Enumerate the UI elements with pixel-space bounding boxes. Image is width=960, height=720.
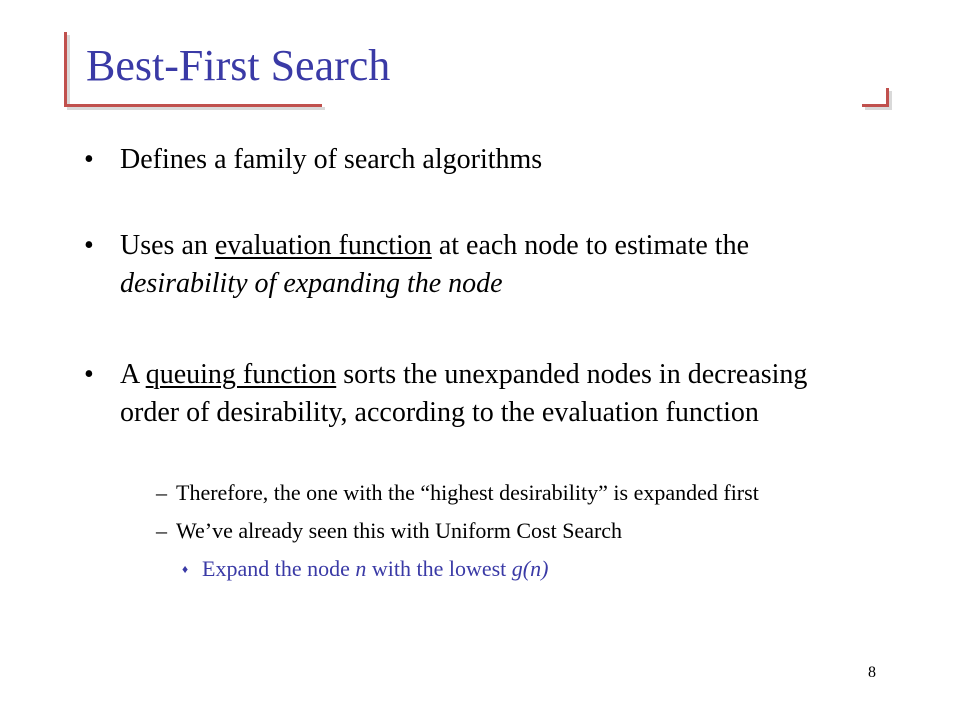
bullet-2-part-1: Uses an xyxy=(120,230,215,261)
subsub-part-n: n xyxy=(355,556,367,581)
subsub-part-gn: g(n) xyxy=(511,556,549,581)
bullet-3-part-3: sorts the unexpanded nodes in decreasing order of desirability, according to the evaluation function xyxy=(120,359,808,428)
subsub-bullet xyxy=(182,554,862,584)
evaluation-function-term: evaluation function xyxy=(214,230,432,261)
bullet-3 xyxy=(84,356,864,470)
bullet-2-italic-phrase: desirability of expanding the node xyxy=(120,268,503,299)
sub-bullet-dash: – xyxy=(156,518,167,543)
subsub-part-1: Expand the node xyxy=(202,556,356,581)
subsub-bullet-text xyxy=(202,554,548,584)
sub-bullet-1-text: Therefore, the one with the “highest desirability” is expanded first xyxy=(176,480,759,505)
bullet-2-part-3: at each node to estimate the xyxy=(431,230,750,261)
diamond-icon: ♦ xyxy=(182,562,189,576)
bullet-dot: • xyxy=(84,144,94,175)
sub-bullet-dash: – xyxy=(156,480,167,505)
title-bracket-left-bottom xyxy=(64,104,322,107)
title-bracket-right-vertical xyxy=(886,88,889,104)
slide-title: Best-First Search xyxy=(86,41,391,90)
page-number: 8 xyxy=(868,664,876,681)
bullet-3-part-1: A xyxy=(120,359,146,390)
bullet-3-text xyxy=(120,356,820,432)
queuing-function-term: queuing function xyxy=(145,359,337,390)
bullet-dot: • xyxy=(84,359,94,390)
subsub-part-3: with the lowest xyxy=(366,556,512,581)
bullet-2-text xyxy=(120,227,860,303)
bullet-1-part: Defines a family of search algorithms xyxy=(120,144,543,175)
sub-bullet-2-text: We’ve already seen this with Uniform Cost Search xyxy=(176,518,623,543)
bullet-2 xyxy=(84,227,864,303)
title-bracket-right-bottom xyxy=(862,104,889,107)
title-bracket-right-shadow xyxy=(889,91,892,107)
sub-bullet-2 xyxy=(156,516,876,546)
bullet-1-text xyxy=(120,141,860,179)
bullet-1 xyxy=(84,141,864,179)
title-bracket-left-bottom-shadow xyxy=(67,107,325,110)
title-bracket-left-shadow xyxy=(67,35,70,108)
title-bracket-left-vertical xyxy=(64,32,67,105)
sub-bullet-1 xyxy=(156,478,876,508)
title-bracket-right-bottom-shadow xyxy=(865,107,892,110)
bullet-dot: • xyxy=(84,230,94,261)
